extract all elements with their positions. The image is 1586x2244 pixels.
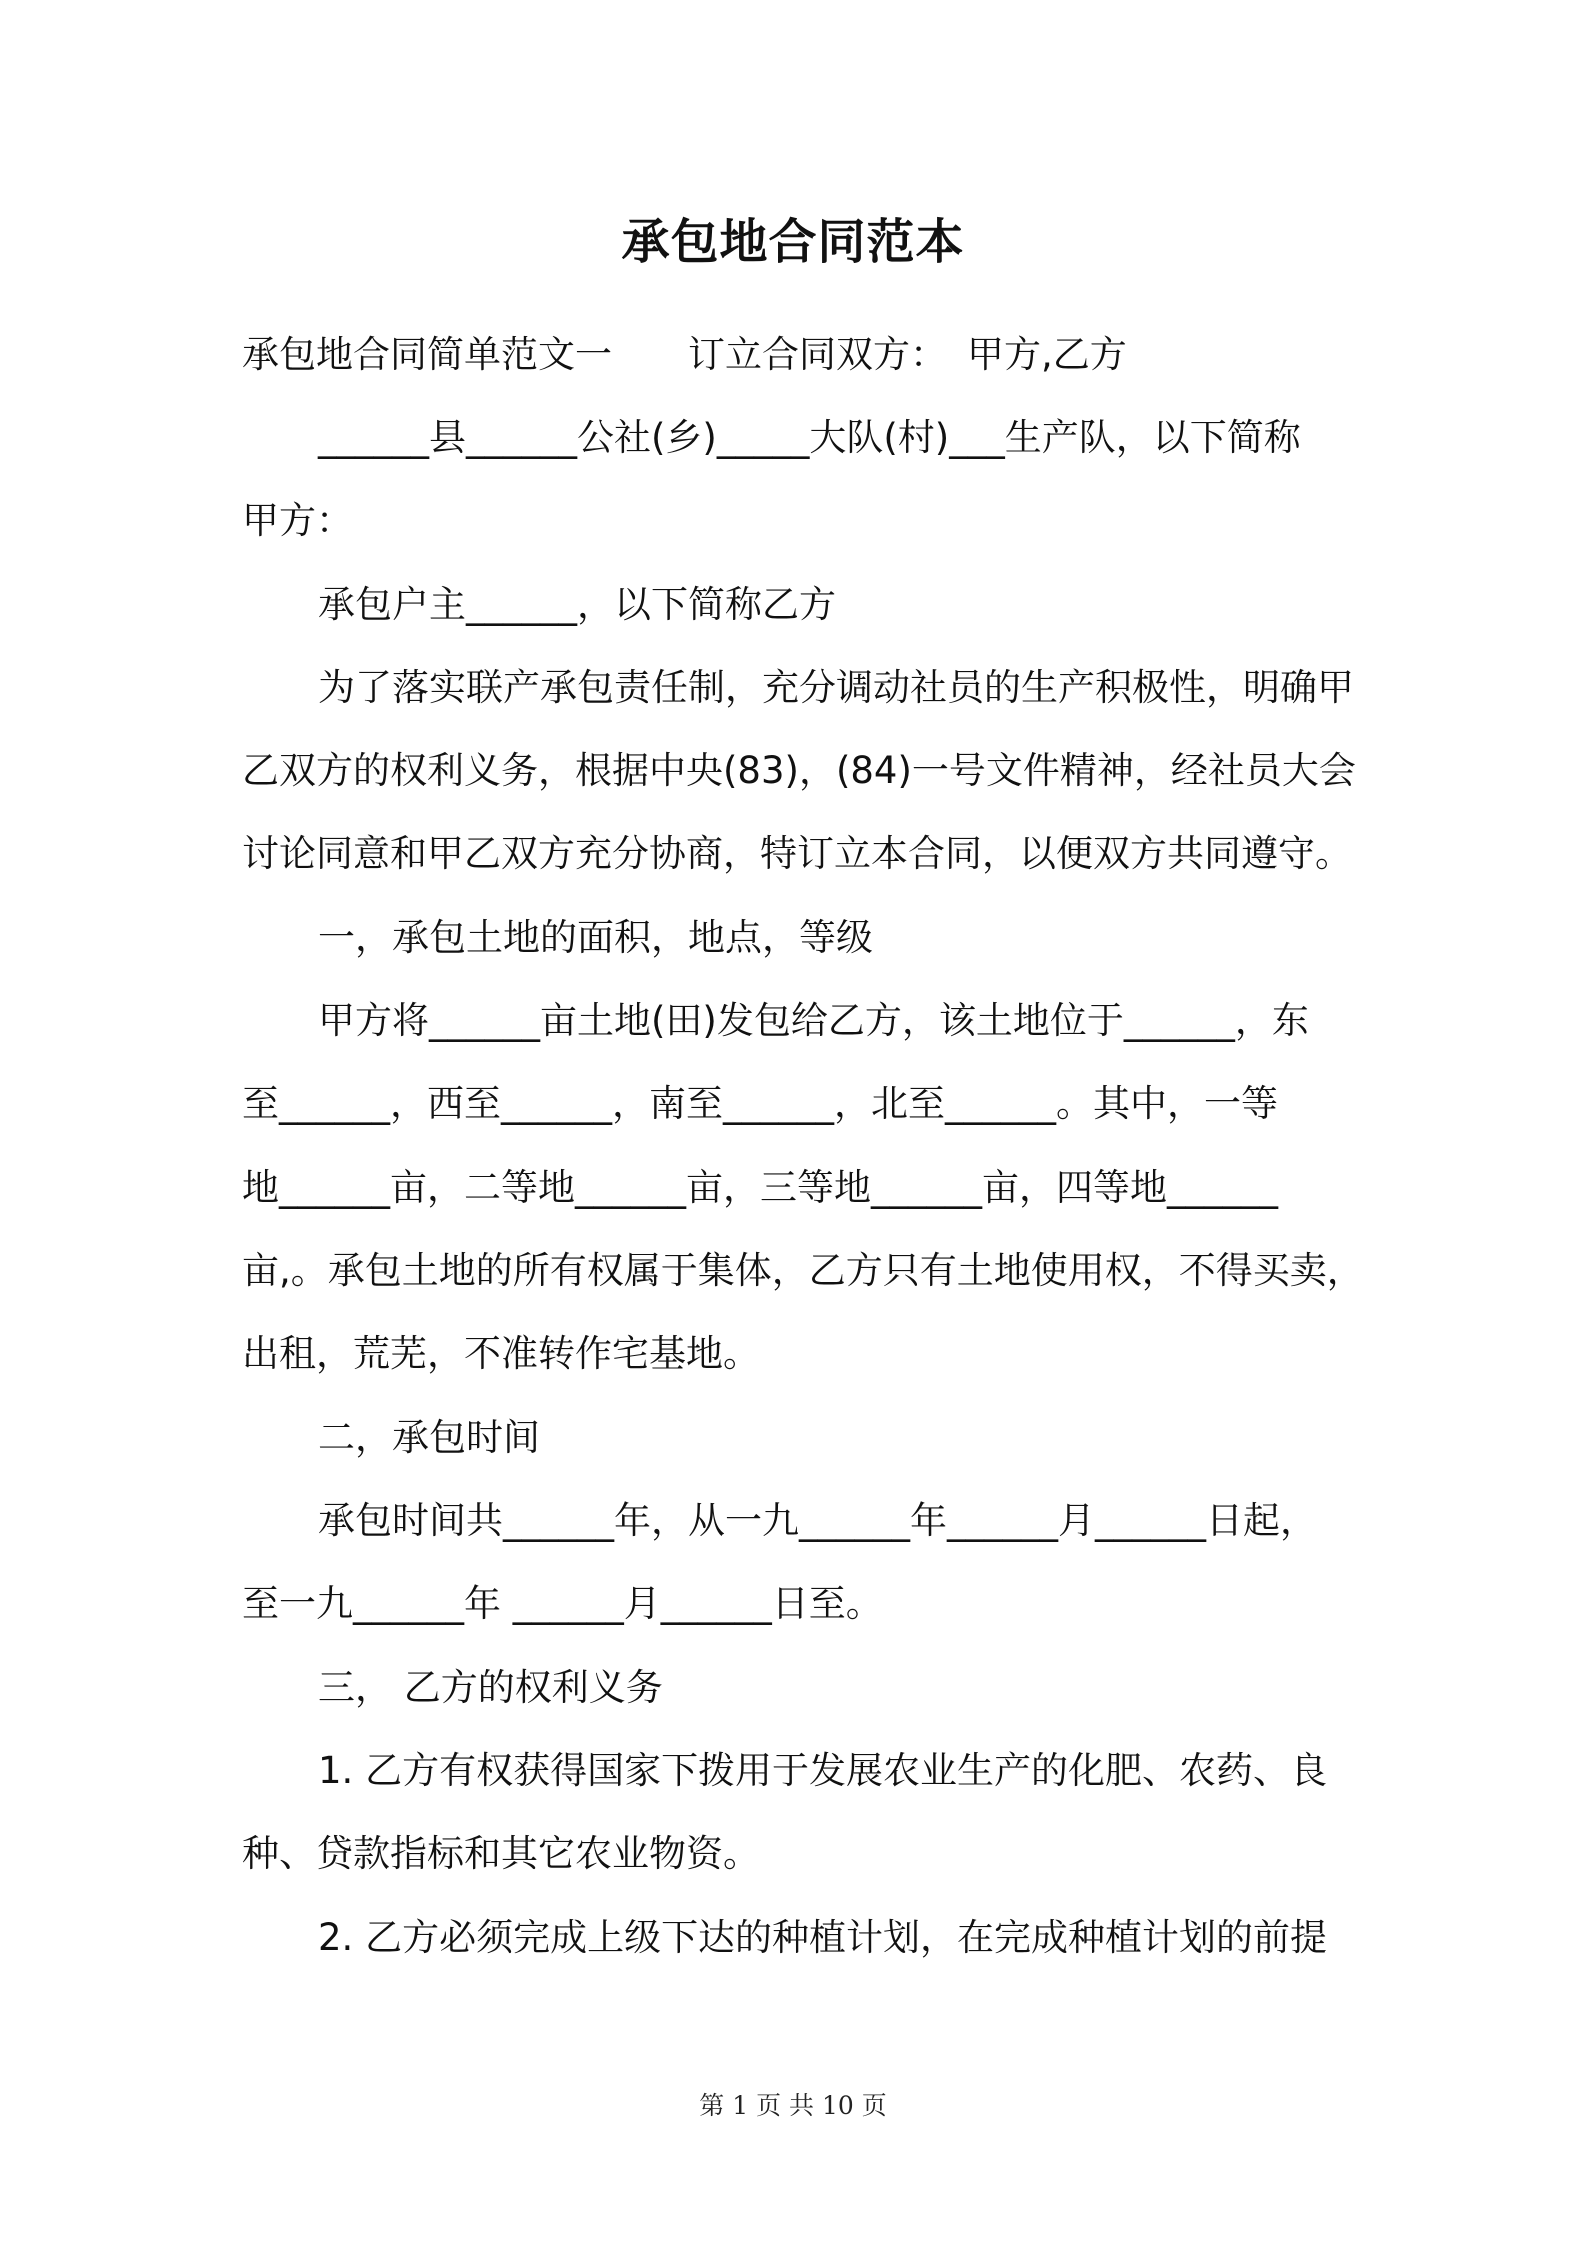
paragraph-line: 承包户主______，以下简称乙方 [318,583,836,626]
paragraph-line: 为了落实联产承包责任制，充分调动社员的生产积极性，明确甲 [318,666,1354,709]
paragraph-line: 甲方将______亩土地(田)发包给乙方，该土地位于______，东 [318,999,1309,1042]
paragraph-line: 乙双方的权利义务，根据中央(83)，(84)一号文件精神，经社员大会 [242,749,1356,792]
page-footer: 第 1 页 共 10 页 [699,2091,887,2120]
paragraph-line: 讨论同意和甲乙双方充分协商，特订立本合同，以便双方共同遵守。 [242,832,1352,875]
section-heading: 一，承包土地的面积，地点，等级 [318,916,873,959]
list-item-continuation: 种、贷款指标和其它农业物资。 [242,1832,760,1875]
section-heading: 二，承包时间 [318,1416,540,1459]
list-item: 2. 乙方必须完成上级下达的种植计划，在完成种植计划的前提 [318,1916,1328,1959]
paragraph-line: 至______，西至______，南至______，北至______。其中，一等 [242,1082,1278,1125]
intro-line [242,330,1127,380]
intro-parties-label: 订立合同双方： [688,333,947,376]
paragraph-line: ______县______公社(乡)_____大队(村)___生产队，以下简称 [318,416,1301,459]
document-title: 承包地合同范本 [621,214,965,270]
paragraph-line: 承包时间共______年，从一九______年______月______日起， [318,1499,1317,1542]
intro-subtitle: 承包地合同简单范文一 [242,333,612,376]
section-heading: 三， 乙方的权利义务 [318,1666,663,1709]
paragraph-line: 亩,。承包土地的所有权属于集体，乙方只有土地使用权，不得买卖， [242,1249,1364,1292]
intro-parties: 甲方,乙方 [967,333,1127,376]
list-item: 1. 乙方有权获得国家下拨用于发展农业生产的化肥、农药、良 [318,1749,1328,1792]
paragraph-line: 甲方： [242,499,353,542]
paragraph-line: 出租，荒芜，不准转作宅基地。 [242,1332,760,1375]
paragraph-line: 地______亩，二等地______亩，三等地______亩，四等地______ [242,1166,1278,1209]
paragraph-line: 至一九______年 ______月______日至。 [242,1582,883,1625]
